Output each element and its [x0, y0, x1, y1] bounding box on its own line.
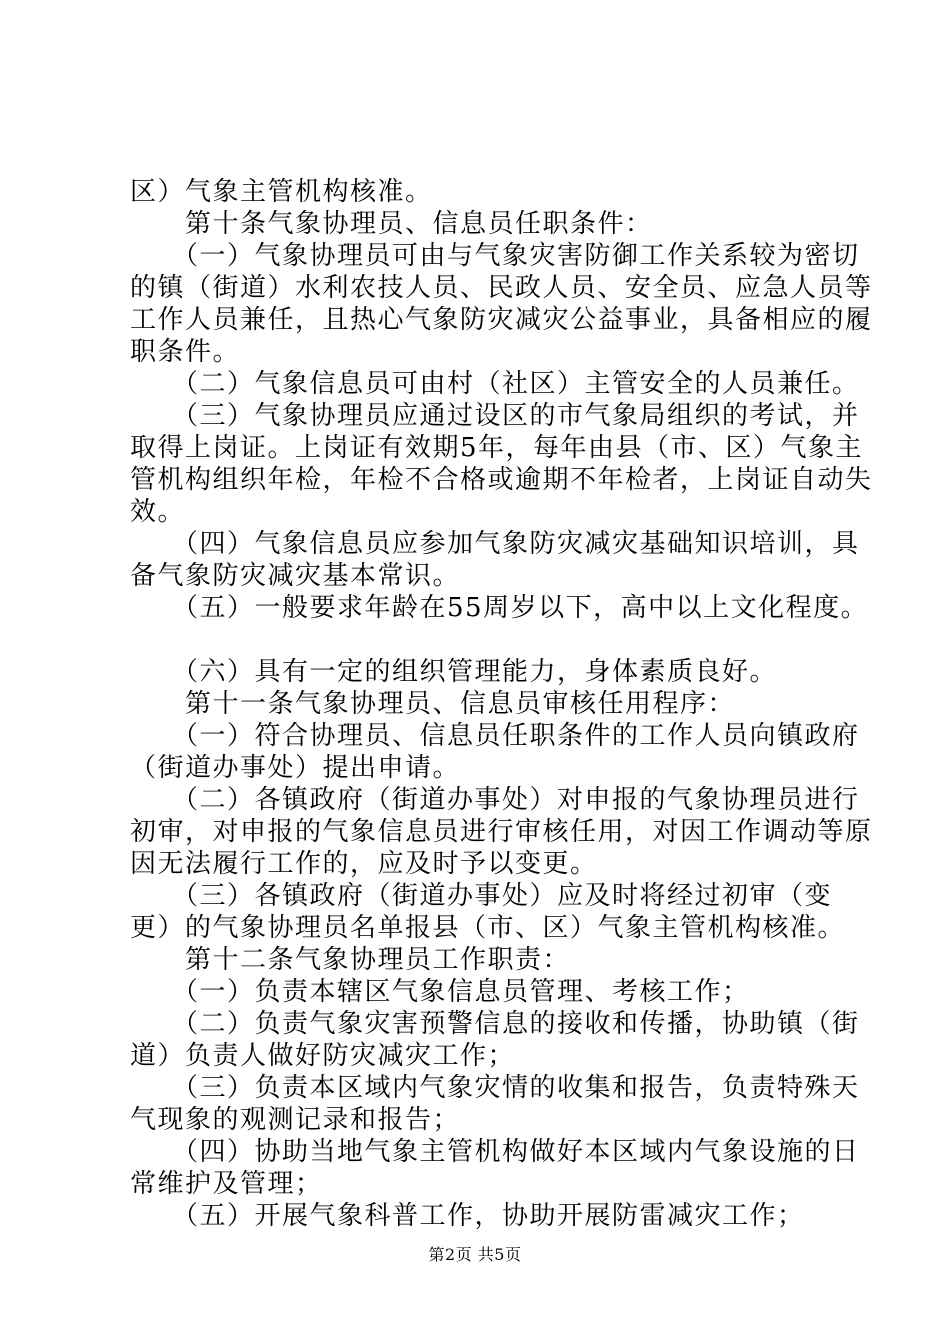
page-number-footer: 第2页 共5页 [428, 1245, 522, 1264]
text-line: 管机构组织年检，年检不合格或逾期不年检者，上岗证自动失 [130, 465, 873, 495]
text-line: （二）负责气象灾害预警信息的接收和传播，协助镇（街 [130, 1009, 860, 1039]
text-line: 第十条气象协理员、信息员任职条件： [130, 209, 653, 239]
text-line: （二）气象信息员可由村（社区）主管安全的人员兼任。 [130, 369, 860, 399]
text-line: （三）气象协理员应通过设区的市气象局组织的考试，并 [130, 401, 860, 431]
text-line: 效。 [130, 497, 186, 527]
text-line: （二）各镇政府（街道办事处）对申报的气象协理员进行 [130, 785, 860, 815]
text-line: 初审，对申报的气象信息员进行审核任用，对因工作调动等原 [130, 817, 873, 847]
text-line: （街道办事处）提出申请。 [130, 753, 461, 783]
text-line: 更）的气象协理员名单报县（市、区）气象主管机构核准。 [130, 913, 846, 943]
text-line: （一）气象协理员可由与气象灾害防御工作关系较为密切 [130, 241, 860, 271]
text-line: 备气象防灾减灾基本常识。 [130, 561, 461, 591]
text-line: 第十一条气象协理员、信息员审核任用程序： [130, 689, 736, 719]
text-line: （一）负责本辖区气象信息员管理、考核工作； [130, 977, 750, 1007]
text-line: 常维护及管理； [130, 1169, 323, 1199]
text-line: 区）气象主管机构核准。 [130, 177, 433, 207]
text-line: （一）符合协理员、信息员任职条件的工作人员向镇政府 [130, 721, 860, 751]
text-line: 取得上岗证。上岗证有效期5年，每年由县（市、区）气象主 [130, 433, 864, 463]
text-line: 道）负责人做好防灾减灾工作； [130, 1041, 516, 1071]
text-line: （三）各镇政府（街道办事处）应及时将经过初审（变 [130, 881, 833, 911]
text-line: 第十二条气象协理员工作职责： [130, 945, 571, 975]
text-line: 因无法履行工作的，应及时予以变更。 [130, 849, 598, 879]
text-line: 的镇（街道）水利农技人员、民政人员、安全员、应急人员等 [130, 273, 873, 303]
text-line: （三）负责本区域内气象灾情的收集和报告，负责特殊天 [130, 1073, 860, 1103]
text-line: （五）一般要求年龄在55周岁以下，高中以上文化程度。 [130, 593, 869, 623]
text-line: 职条件。 [130, 337, 241, 367]
text-line: 工作人员兼任，且热心气象防灾减灾公益事业，具备相应的履 [130, 305, 873, 335]
text-line: （五）开展气象科普工作，协助开展防雷减灾工作； [130, 1201, 805, 1231]
text-line: （六）具有一定的组织管理能力，身体素质良好。 [130, 657, 778, 687]
text-line: （四）协助当地气象主管机构做好本区域内气象设施的日 [130, 1137, 860, 1167]
text-line: 气现象的观测记录和报告； [130, 1105, 461, 1135]
text-line: （四）气象信息员应参加气象防灾减灾基础知识培训，具 [130, 529, 860, 559]
